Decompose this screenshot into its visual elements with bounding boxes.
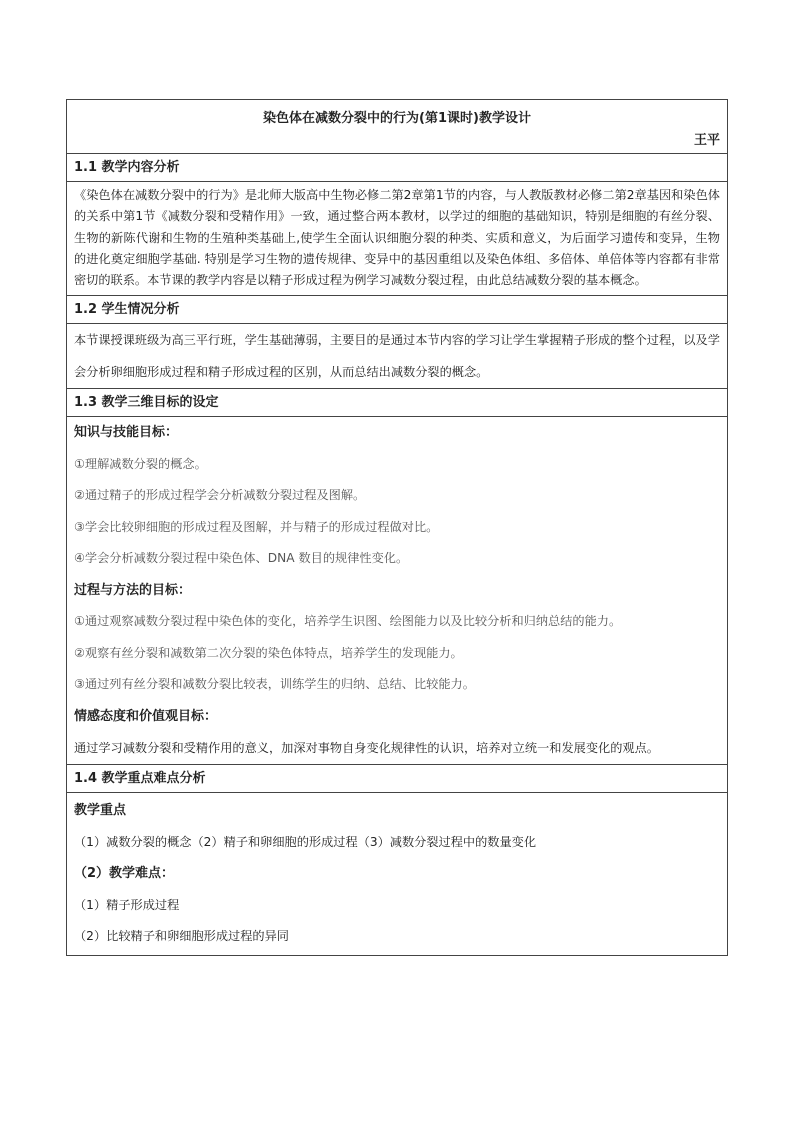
section-heading-student-analysis: 1.2 学生情况分析 bbox=[67, 296, 727, 324]
process-objective-item: ③通过列有丝分裂和减数分裂比较表，训练学生的归纳、总结、比较能力。 bbox=[74, 677, 475, 692]
knowledge-objectives-title: 知识与技能目标： bbox=[74, 425, 179, 441]
section-heading-objectives: 1.3 教学三维目标的设定 bbox=[67, 389, 727, 417]
knowledge-objective-item: ②通过精子的形成过程学会分析减数分裂过程及图解。 bbox=[74, 488, 366, 503]
section-heading-content-analysis: 1.1 教学内容分析 bbox=[67, 154, 727, 182]
author-name: 王平 bbox=[693, 133, 720, 148]
key-points-title: 教学重点 bbox=[74, 803, 127, 819]
emotion-objectives-title: 情感态度和价值观目标： bbox=[74, 708, 218, 724]
key-difficult-body bbox=[67, 793, 727, 955]
knowledge-objective-item: ④学会分析减数分裂过程中染色体、DNA 数目的规律性变化。 bbox=[74, 551, 409, 566]
knowledge-objective-item: ③学会比较卵细胞的形成过程及图解，并与精子的形成过程做对比。 bbox=[74, 519, 439, 534]
title-row bbox=[67, 100, 727, 154]
objectives-body bbox=[67, 417, 727, 765]
student-analysis-body bbox=[67, 324, 727, 389]
difficulty-item: （1）精子形成过程 bbox=[74, 897, 180, 912]
lesson-plan-table bbox=[66, 99, 728, 956]
process-objectives-title: 过程与方法的目标： bbox=[74, 582, 192, 598]
emotion-objectives-paragraph: 通过学习减数分裂和受精作用的意义，加深对事物自身变化规律性的认识，培养对立统一和发展变化的观点。 bbox=[74, 741, 659, 756]
process-objective-item: ②观察有丝分裂和减数第二次分裂的染色体特点，培养学生的发现能力。 bbox=[74, 645, 463, 660]
process-objective-item: ①通过观察减数分裂过程中染色体的变化，培养学生识图、绘图能力以及比较分析和归纳总结的能力。 bbox=[74, 614, 622, 629]
content-analysis-paragraph: 《染色体在减数分裂中的行为》是北师大版高中生物必修二第2章第1节的内容，与人教版教材必修二第2章基因和染色体的关系中第1节《减数分裂和受精作用》一致，通过整合两本教材，以学过的细胞的基础知识，特别是细胞的有丝分裂、生物的新陈代谢和生物的生殖种类基础上,使学生全面认识细胞分裂的种类、实质和意义，为后面学习遗传和变异，生物的进化奠定细胞学基础. 特别是学习生物的遗传规律、变异中的基因重组以及染色体组、多倍体、单倍体等内容都有非常密切的联系。本节课的教学内容是以精子形成过程为例学习减数分裂过程，由此总结减数分裂的基本概念。 bbox=[74, 188, 720, 288]
student-analysis-paragraph: 本节课授课班级为高三平行班，学生基础薄弱，主要目的是通过本节内容的学习让学生掌握精子形成的整个过程，以及学会分析卵细胞形成过程和精子形成过程的区别，从而总结出减数分裂的概念。 bbox=[74, 333, 720, 380]
knowledge-objective-item: ①理解减数分裂的概念。 bbox=[74, 456, 207, 471]
emotion-objectives-body bbox=[74, 732, 720, 764]
document-title: 染色体在减数分裂中的行为(第1课时)教学设计 bbox=[263, 111, 531, 126]
difficulty-title: （2）教学难点： bbox=[74, 866, 175, 882]
difficulty-item: （2）比较精子和卵细胞形成过程的异同 bbox=[74, 929, 289, 944]
content-analysis-body bbox=[67, 182, 727, 296]
key-points-text: （1）减数分裂的概念（2）精子和卵细胞的形成过程（3）减数分裂过程中的数量变化 bbox=[74, 834, 537, 849]
section-heading-key-difficult: 1.4 教学重点难点分析 bbox=[67, 765, 727, 793]
